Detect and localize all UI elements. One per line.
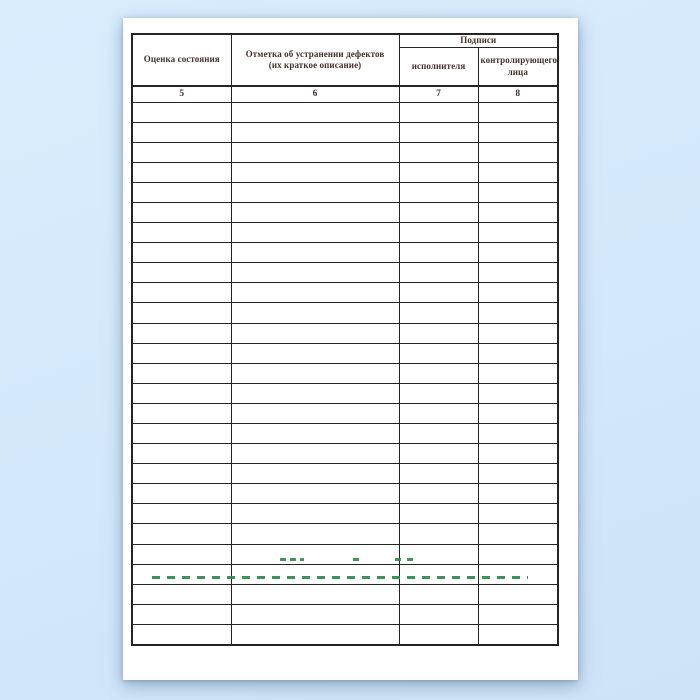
header-signatures-group: Подписи bbox=[399, 34, 558, 48]
empty-cell bbox=[231, 464, 399, 484]
empty-cell bbox=[478, 182, 558, 202]
table-row bbox=[132, 403, 558, 423]
empty-cell bbox=[132, 162, 231, 182]
empty-cell bbox=[132, 363, 231, 383]
empty-cell bbox=[132, 544, 231, 564]
document-page bbox=[123, 18, 578, 680]
empty-cell bbox=[399, 584, 478, 604]
table-row bbox=[132, 303, 558, 323]
green-annotation-mark bbox=[353, 558, 360, 561]
empty-cell bbox=[399, 363, 478, 383]
empty-cell bbox=[399, 524, 478, 544]
header-executor-signature: исполнителя bbox=[399, 48, 478, 87]
empty-cell bbox=[231, 604, 399, 624]
empty-cell bbox=[399, 182, 478, 202]
empty-cell bbox=[478, 464, 558, 484]
green-annotation-mark bbox=[395, 558, 401, 561]
empty-cell bbox=[399, 604, 478, 624]
empty-cell bbox=[231, 383, 399, 403]
empty-cell bbox=[399, 484, 478, 504]
table-body bbox=[132, 102, 558, 645]
empty-cell bbox=[132, 142, 231, 162]
empty-cell bbox=[231, 283, 399, 303]
table-row bbox=[132, 182, 558, 202]
empty-cell bbox=[478, 424, 558, 444]
empty-cell bbox=[132, 564, 231, 584]
empty-cell bbox=[132, 624, 231, 645]
table-row bbox=[132, 243, 558, 263]
empty-cell bbox=[231, 263, 399, 283]
empty-cell bbox=[231, 223, 399, 243]
empty-cell bbox=[132, 303, 231, 323]
empty-cell bbox=[399, 323, 478, 343]
table-row bbox=[132, 564, 558, 584]
empty-cell bbox=[399, 223, 478, 243]
green-annotation-mark bbox=[407, 558, 414, 561]
empty-cell bbox=[231, 243, 399, 263]
table-row bbox=[132, 142, 558, 162]
table-row bbox=[132, 102, 558, 122]
table-row bbox=[132, 584, 558, 604]
empty-cell bbox=[132, 323, 231, 343]
defects-table bbox=[131, 33, 559, 646]
table-row bbox=[132, 504, 558, 524]
empty-cell bbox=[478, 102, 558, 122]
empty-cell bbox=[399, 444, 478, 464]
empty-cell bbox=[399, 263, 478, 283]
column-numbers-row bbox=[132, 86, 558, 102]
column-number-7: 7 bbox=[399, 86, 478, 102]
table-row bbox=[132, 343, 558, 363]
empty-cell bbox=[231, 122, 399, 142]
empty-cell bbox=[399, 142, 478, 162]
empty-cell bbox=[132, 524, 231, 544]
empty-cell bbox=[478, 142, 558, 162]
table-row bbox=[132, 544, 558, 564]
empty-cell bbox=[478, 524, 558, 544]
column-number-8: 8 bbox=[478, 86, 558, 102]
empty-cell bbox=[231, 142, 399, 162]
empty-cell bbox=[231, 343, 399, 363]
empty-cell bbox=[399, 624, 478, 645]
header-controller-signature-line1: контролирующего bbox=[480, 55, 558, 66]
green-annotation-mark bbox=[280, 558, 304, 561]
empty-cell bbox=[132, 243, 231, 263]
empty-cell bbox=[132, 604, 231, 624]
empty-cell bbox=[132, 584, 231, 604]
header-defect-removal-note bbox=[231, 34, 399, 86]
empty-cell bbox=[231, 624, 399, 645]
empty-cell bbox=[478, 484, 558, 504]
empty-cell bbox=[231, 323, 399, 343]
empty-cell bbox=[399, 102, 478, 122]
empty-cell bbox=[478, 323, 558, 343]
empty-cell bbox=[231, 162, 399, 182]
empty-cell bbox=[132, 484, 231, 504]
empty-cell bbox=[399, 564, 478, 584]
empty-cell bbox=[478, 584, 558, 604]
empty-cell bbox=[478, 303, 558, 323]
empty-cell bbox=[231, 303, 399, 323]
empty-cell bbox=[132, 223, 231, 243]
empty-cell bbox=[399, 403, 478, 423]
table-row bbox=[132, 162, 558, 182]
empty-cell bbox=[132, 343, 231, 363]
empty-cell bbox=[231, 424, 399, 444]
empty-cell bbox=[231, 444, 399, 464]
empty-cell bbox=[399, 202, 478, 222]
header-controller-signature-line2: лица bbox=[507, 66, 528, 77]
empty-cell bbox=[132, 283, 231, 303]
green-annotation-line bbox=[152, 576, 528, 579]
empty-cell bbox=[399, 162, 478, 182]
empty-cell bbox=[478, 363, 558, 383]
table-row bbox=[132, 263, 558, 283]
table-row bbox=[132, 444, 558, 464]
table-row bbox=[132, 424, 558, 444]
empty-cell bbox=[478, 504, 558, 524]
header-condition-rating: Оценка состояния bbox=[132, 34, 231, 86]
empty-cell bbox=[132, 122, 231, 142]
empty-cell bbox=[478, 444, 558, 464]
empty-cell bbox=[231, 363, 399, 383]
table-row bbox=[132, 283, 558, 303]
empty-cell bbox=[132, 263, 231, 283]
empty-cell bbox=[231, 584, 399, 604]
empty-cell bbox=[478, 544, 558, 564]
empty-cell bbox=[478, 403, 558, 423]
empty-cell bbox=[478, 343, 558, 363]
empty-cell bbox=[231, 102, 399, 122]
table-row bbox=[132, 202, 558, 222]
empty-cell bbox=[399, 283, 478, 303]
column-number-6: 6 bbox=[231, 86, 399, 102]
empty-cell bbox=[399, 424, 478, 444]
empty-cell bbox=[132, 102, 231, 122]
empty-cell bbox=[132, 444, 231, 464]
empty-cell bbox=[478, 162, 558, 182]
table-row bbox=[132, 464, 558, 484]
empty-cell bbox=[478, 564, 558, 584]
empty-cell bbox=[231, 403, 399, 423]
empty-cell bbox=[132, 504, 231, 524]
header-defect-removal-note-line1: Отметка об устранении дефектов bbox=[245, 48, 385, 59]
table-row bbox=[132, 604, 558, 624]
empty-cell bbox=[132, 424, 231, 444]
empty-cell bbox=[231, 544, 399, 564]
table-row bbox=[132, 122, 558, 142]
empty-cell bbox=[399, 383, 478, 403]
empty-cell bbox=[478, 604, 558, 624]
table-row bbox=[132, 524, 558, 544]
empty-cell bbox=[399, 303, 478, 323]
table-row bbox=[132, 223, 558, 243]
empty-cell bbox=[399, 243, 478, 263]
empty-cell bbox=[231, 524, 399, 544]
empty-cell bbox=[478, 263, 558, 283]
empty-cell bbox=[132, 403, 231, 423]
empty-cell bbox=[231, 504, 399, 524]
empty-cell bbox=[478, 283, 558, 303]
empty-cell bbox=[132, 182, 231, 202]
header-defect-removal-note-line2: (их краткое описание) bbox=[268, 60, 362, 70]
empty-cell bbox=[132, 464, 231, 484]
empty-cell bbox=[132, 202, 231, 222]
empty-cell bbox=[231, 182, 399, 202]
empty-cell bbox=[231, 202, 399, 222]
empty-cell bbox=[399, 464, 478, 484]
empty-cell bbox=[399, 343, 478, 363]
empty-cell bbox=[231, 564, 399, 584]
empty-cell bbox=[478, 624, 558, 645]
header-controller-signature bbox=[478, 48, 558, 87]
empty-cell bbox=[478, 383, 558, 403]
empty-cell bbox=[132, 383, 231, 403]
table-header-row-1 bbox=[132, 34, 558, 48]
table-row bbox=[132, 383, 558, 403]
empty-cell bbox=[478, 122, 558, 142]
table-row bbox=[132, 323, 558, 343]
empty-cell bbox=[399, 122, 478, 142]
empty-cell bbox=[231, 484, 399, 504]
table-row bbox=[132, 484, 558, 504]
empty-cell bbox=[399, 504, 478, 524]
table-row bbox=[132, 624, 558, 645]
column-number-5: 5 bbox=[132, 86, 231, 102]
empty-cell bbox=[478, 243, 558, 263]
empty-cell bbox=[399, 544, 478, 564]
empty-cell bbox=[478, 202, 558, 222]
table-row bbox=[132, 363, 558, 383]
empty-cell bbox=[478, 223, 558, 243]
